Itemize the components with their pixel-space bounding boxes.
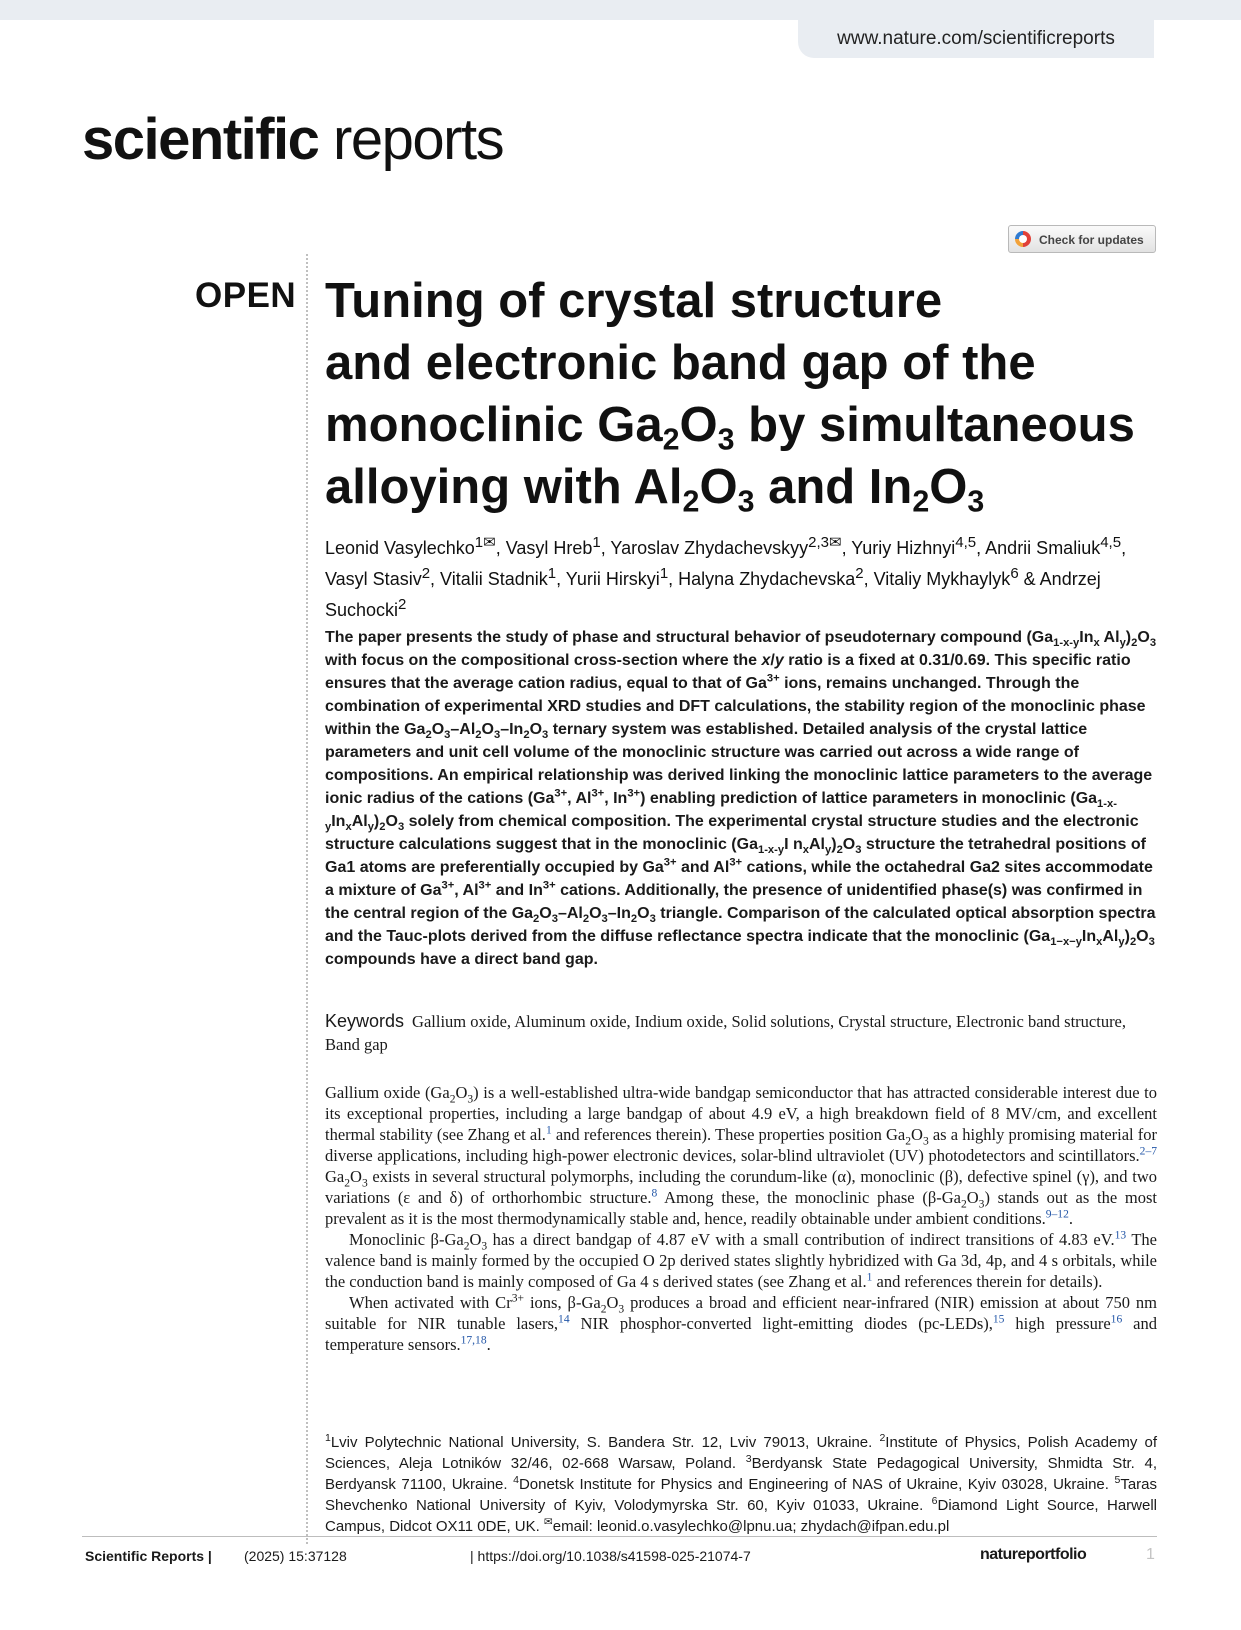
affiliations: $^1$Lviv Polytechnic National University, S. Bandera Str. 12, Lviv 79013, Ukraine. $^2$Institute of Physics, Polish Academy of Sciences, Aleja Lotników 32/46, 02-668 Warsaw, Poland. $^3$Berdyansk State Pedagogical University, Shmidta Str. 4, Berdyansk 71100, Ukraine. $^4$Donetsk Institute for Physics and Engineering of NAS of Ukraine, Kyiv 03028, Ukraine. $^5$Taras Shevchenko National University of Kyiv, Volodymyrska Str. 60, Kyiv 01033, Ukraine. $^6$Diamond Light Source, Harwell Campus, Didcot OX11 0DE, UK. ✉email: leonid.o.vasylechko@lpnu.ua; zhydach@ifpan.edu.pl (325, 1432, 1158, 1535)
check-for-updates-button[interactable] (1008, 225, 1156, 253)
author-list: Leonid Vasylechko$^{1✉}$, Vasyl Hreb$^1$, Yaroslav Zhydachevskyy$^{2,3✉}$, Yuriy Hizhnyi$^{4,5}$, Andrii Smaliuk$^{4,5}$, Vasyl Stasiv$^2$, Vitalii Stadnik$^1$, Yurii Hirskyi$^1$, Halyna Zhydachevska$^2$, Vitaliy Mykhaylyk$^6$ & Andrzej Suchocki$^2$ (325, 534, 1127, 620)
footer-journal: Scientific Reports | (85, 1548, 212, 1564)
keywords (325, 1010, 1157, 1056)
article-title: Tuning of crystal structure and electronic band gap of the monoclinic $Ga_2O_3$ by simultaneous alloying with $Al_2O_3$ and $In_2O_3$ (325, 274, 1135, 519)
journal-url-link[interactable]: www.nature.com/scientificreports (798, 20, 1154, 58)
footer-doi-link[interactable]: | https://doi.org/10.1038/s41598-025-21074-7 (470, 1548, 751, 1564)
top-band (0, 0, 1241, 20)
margin-divider (306, 254, 308, 1544)
keywords-label: Keywords (325, 1011, 405, 1031)
abstract: The paper presents the study of phase and structural behavior of pseudoternary compound ($Ga_{1-x-y}In_x$ $Al_y)_2O_3$ with focus on the compositional cross-section where the x/y ratio is a fixed at 0.31/0.69. This specific ratio ensures that the average cation radius, equal to that of $Ga^{3+}$ ions, remains unchanged. Through the combination of experimental XRD studies and DFT calculations, the stability region of the monoclinic phase within the $Ga_2O_3-Al_2O_3-In_2O_3$ ternary system was established. Detailed analysis of the crystal lattice parameters and unit cell volume of the monoclinic structure was carried out across a wide range of compositions. An empirical relationship was derived linking the monoclinic lattice parameters to the average ionic radius of the cations ($Ga^{3+}$, $Al^{3+}$, $In^{3+}$) enabling prediction of lattice parameters in monoclinic $(Ga_{1-x-y}In_xAl_y)_2O_3$ solely from chemical composition. The experimental crystal structure studies and the electronic structure calculations suggest that in the monoclinic ($Ga_{1-x-y}I$ $n_xAl_y)_2O_3$ structure the tetrahedral positions of Ga1 atoms are preferentially occupied by $Ga^{3+}$ and $Al^{3+}$ cations, while the octahedral Ga2 sites accommodate a mixture of $Ga^{3+}$, $Al^{3+}$ and $In^{3+}$ cations. Additionally, the presence of unidentified phase(s) was confirmed in the central region of the $Ga_2O_3-Al_2O_3-In_2O_3$ triangle. Comparison of the calculated optical absorption spectra and the Tauc-plots derived from the diffuse reflectance spectra indicate that the monoclinic $(Ga_{1-x-y}In_xAl_y)_2O_3$ compounds have a direct band gap. (325, 629, 1157, 968)
body-paragraph: Gallium oxide $(Ga_2O_3)$ is a well-established ultra-wide bandgap semiconductor that has attracted considerable interest due to its exceptional properties, including a large bandgap of about 4.9 eV, a high breakdown field of 8 MV/cm, and excellent thermal stability (see Zhang et al.$^1$ and references therein). These properties position $Ga_2O_3$ as a highly promising material for diverse applications, including high-power electronic devices, solar-blind ultraviolet (UV) photodetectors and scintillators.$^{2-7}$ $Ga_2O_3$ exists in several structural polymorphs, including the corundum-like (α), monoclinic (β), defective spinel (γ), and two variations (ε and δ) of orthorhombic structure.$^8$ Among these, the monoclinic phase $(\beta-Ga_2O_3)$ stands out as the most prevalent as it is the most thermodynamically stable and, hence, readily obtainable under ambient conditions.$^{9-12}$. (325, 1083, 1158, 1228)
nature-portfolio-logo: natureportfolio (980, 1546, 1087, 1563)
body-paragraph: When activated with $Cr^{3+}$ ions, $\beta-Ga_2O_3$ produces a broad and efficient near-infrared (NIR) emission at about 750 nm suitable for NIR tunable lasers,$^{14}$ NIR phosphor-converted light-emitting diodes (pc-LEDs),$^{15}$ high pressure$^{16}$ and temperature sensors.$^{17,18}$. (325, 1292, 1157, 1354)
check-for-updates-label: Check for updates (1039, 233, 1144, 247)
keywords-list: Gallium oxide, Aluminum oxide, Indium oxide, Solid solutions, Crystal structure, Electronic band structure, Band gap (325, 1012, 1127, 1054)
logo-regular: reports (318, 107, 504, 172)
body-paragraph: Monoclinic $\beta-Ga_2O_3$ has a direct bandgap of 4.87 eV with a small contribution of indirect transitions of 4.83 eV.$^{13}$ The valence band is mainly formed by the occupied O 2p derived states slightly hybridized with Ga 3d, 4p, and 4 s orbitals, while the conduction band is mainly composed of Ga 4 s derived states (see Zhang et al.$^1$ and references therein for details). (325, 1229, 1157, 1291)
body-text (325, 1082, 1157, 1355)
footer-citation: (2025) 15:37128 (244, 1548, 347, 1564)
crossmark-icon (1015, 231, 1031, 247)
page-number: 1 (1146, 1546, 1155, 1563)
open-access-label: OPEN (195, 276, 297, 315)
footer-divider (82, 1536, 1157, 1537)
logo-bold: scientific (82, 107, 319, 172)
journal-logo (82, 106, 503, 173)
